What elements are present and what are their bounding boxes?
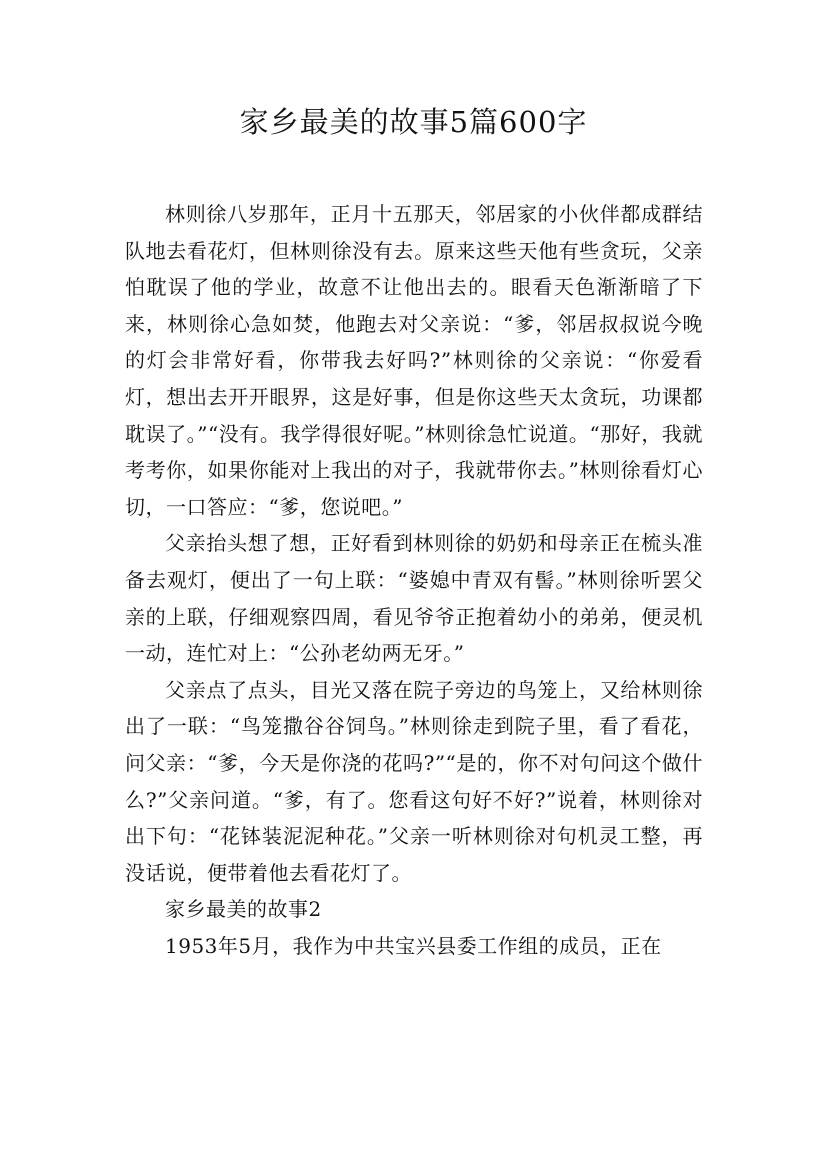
paragraph-2: 父亲抬头想了想，正好看到林则徐的奶奶和母亲正在梳头准备去观灯，便出了一句上联：“婆媳中青双有髻。”林则徐听罢父亲的上联，仔细观察四周，看见爷爷正抱着幼小的弟弟，便灵机一动，连忙对上：“公孙老幼两无牙。” — [125, 531, 703, 666]
paragraph-3: 父亲点了点头，目光又落在院子旁边的鸟笼上，又给林则徐出了一联：“鸟笼撒谷谷饲鸟。”林则徐走到院子里，看了看花，问父亲：“爹，今天是你浇的花吗?”“是的，你不对句问这个做什么?”父亲问道。“爹，有了。您看这句好不好?”说着，林则徐对出下句：“花钵装泥泥种花。”父亲一听林则徐对句机灵工整，再没话说，便带着他去看花灯了。 — [125, 677, 703, 885]
document-title: 家乡最美的故事5篇600字 — [239, 105, 588, 139]
paragraph-5: 1953年5月，我作为中共宝兴县委工作组的成员，正在 — [165, 933, 662, 958]
section-heading-story-2: 家乡最美的故事2 — [165, 897, 322, 922]
paragraph-1: 林则徐八岁那年，正月十五那天，邻居家的小伙伴都成群结队地去看花灯，但林则徐没有去。原来这些天他有些贪玩，父亲怕耽误了他的学业，故意不让他出去的。眼看天色渐渐暗了下来，林则徐心急如焚，他跑去对父亲说：“爹，邻居叔叔说今晚的灯会非常好看，你带我去好吗?”林则徐的父亲说：“你爱看灯，想出去开开眼界，这是好事，但是你这些天太贪玩，功课都耽误了。”“没有。我学得很好呢。”林则徐急忙说道。“那好，我就考考你，如果你能对上我出的对子，我就带你去。”林则徐看灯心切，一口答应：“爹，您说吧。” — [125, 202, 703, 519]
document-body — [125, 196, 703, 964]
